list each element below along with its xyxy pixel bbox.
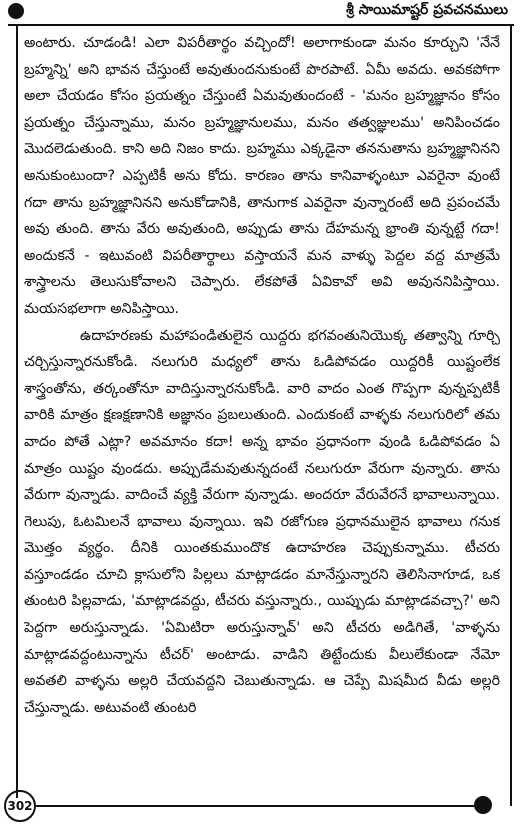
running-header bbox=[8, 0, 512, 22]
book-title: శ్రీ సాయిమాష్టర్ ప్రవచనములు bbox=[346, 2, 508, 18]
header-dot-ornament bbox=[8, 3, 24, 19]
footer-dot-ornament bbox=[474, 796, 492, 814]
page-body bbox=[24, 30, 500, 798]
header-rule bbox=[8, 24, 514, 26]
footer-rule bbox=[36, 805, 476, 807]
left-margin-rule bbox=[16, 26, 18, 798]
page-number: 302 bbox=[4, 790, 36, 822]
paragraph-1: అంటారు. చూడండి! ఎలా విపరీతార్థం వచ్చిందో! అలాగాకుండా మనం కూర్చుని 'నేనే బ్రహ్మన్ని' అని భావన చేస్తుంటే అవుతుందనుకుంటే పొరపాటే. ఏమీ అవదు. అవకపోగా అలా చేయడం కోసం ప్రయత్నం చేస్తుంటే ఏమవుతుందంటే - 'మనం బ్రహ్మజ్ఞానం కోసం ప్రయత్నం చేస్తున్నాము, మనం బ్రహ్మజ్ఞానులము, మనం తత్వజ్ఞులము' అనిపించడం మొదలెడుతుంది. కాని అది నిజం కాదు. బ్రహ్మము ఎక్కడైనా తననుతాను బ్రహ్మజ్ఞానినని అనుకుంటుందా? ఎప్పటికీ అను కోదు. కారణం తాను కానివాళ్ళంటూ ఎవరైనా వుంటే గదా తాను బ్రహ్మజ్ఞానినని అనుకోడానికి, తానుగాక ఎవరైనా వున్నారంటే అది ప్రపంచమే అవు తుంది. తాను వేరు అవుతుంది, అప్పుడు తాను దేహమన్న భ్రాంతి వున్నట్టే గదా! అందుకనే - ఇటువంటి విపరీతార్థాలు వస్తాయనే మన వాళ్ళు పెద్దల వద్ద మాత్రమే శాస్త్రాలను తెలుసుకోవాలని చెప్పారు. లేకపోతే ఏవికావో అవి అవుననిపిస్తాయి. మయసభలాగా అనిపిస్తాయి. bbox=[24, 35, 500, 317]
paragraph-2: ఉదాహరణకు మహాపండితులైన యిద్దరు భగవంతునియొక్క తత్వాన్ని గూర్చి చర్చిస్తున్నారనుకోండి. నలుగురి మధ్యలో తాను ఓడిపోవడం యిద్దరికీ యిష్టంలేక శాస్త్రంతోను, తర్కంతోనూ వాదిస్తున్నారనుకోండి. వారి వాదం ఎంత గొప్పగా వున్నప్పటికీ వారికి మాత్రం క్షణక్షణానికి అజ్ఞానం ప్రబలుతుంది. ఎందుకంటే వాళ్ళకు నలుగురిలో తమ వాదం పోతే ఎట్లా? అవమానం కదా! అన్న భావం ప్రధానంగా వుండి ఓడిపోవడం ఏ మాత్రం యిష్టం వుండదు. అప్పుడేమవుతున్నదంటే నలుగురూ వేరుగా వున్నారు. తాను వేరుగా వున్నాడు. వాదించే వ్యక్తి వేరుగా వున్నాడు. అందరూ వేరువేరనే భావాలున్నాయి. గెలుపు, ఓటమిలనే భావాలు వున్నాయి. ఇవి రజోగుణ ప్రధానములైన భావాలు గనుక మొత్తం వ్యర్థం. దీనికి యింతకుముందొక ఉదాహరణ చెప్పుకున్నాము. టీచరు వస్తూండడం చూచి క్లాసులోని పిల్లలు మాట్లాడడం మానేస్తున్నారని తెలిసినాగూడ, ఒక తుంటరి పిల్లవాడు, 'మాట్లాడవద్దు, టీచరు వస్తున్నారు., యిప్పుడు మాట్లాడవచ్చా?' అని పెద్దగా అరుస్తున్నాడు. 'ఏమిటిరా అరుస్తున్నావ్' అని టీచరు అడిగితే, 'వాళ్ళను మాట్లాడవద్దంటున్నాను టీచర్' అంటాడు. వాడిని తిట్టేందుకు వీలులేకుండా నేమో అవతలి వాళ్ళను అల్లరి చేయవద్దని చెబుతున్నాడు. ఆ చెప్పే మిషమీద వీడు అల్లరి చేస్తున్నాడు. అటువంటి తుంటరి bbox=[24, 327, 500, 716]
right-margin-rule bbox=[510, 26, 512, 806]
